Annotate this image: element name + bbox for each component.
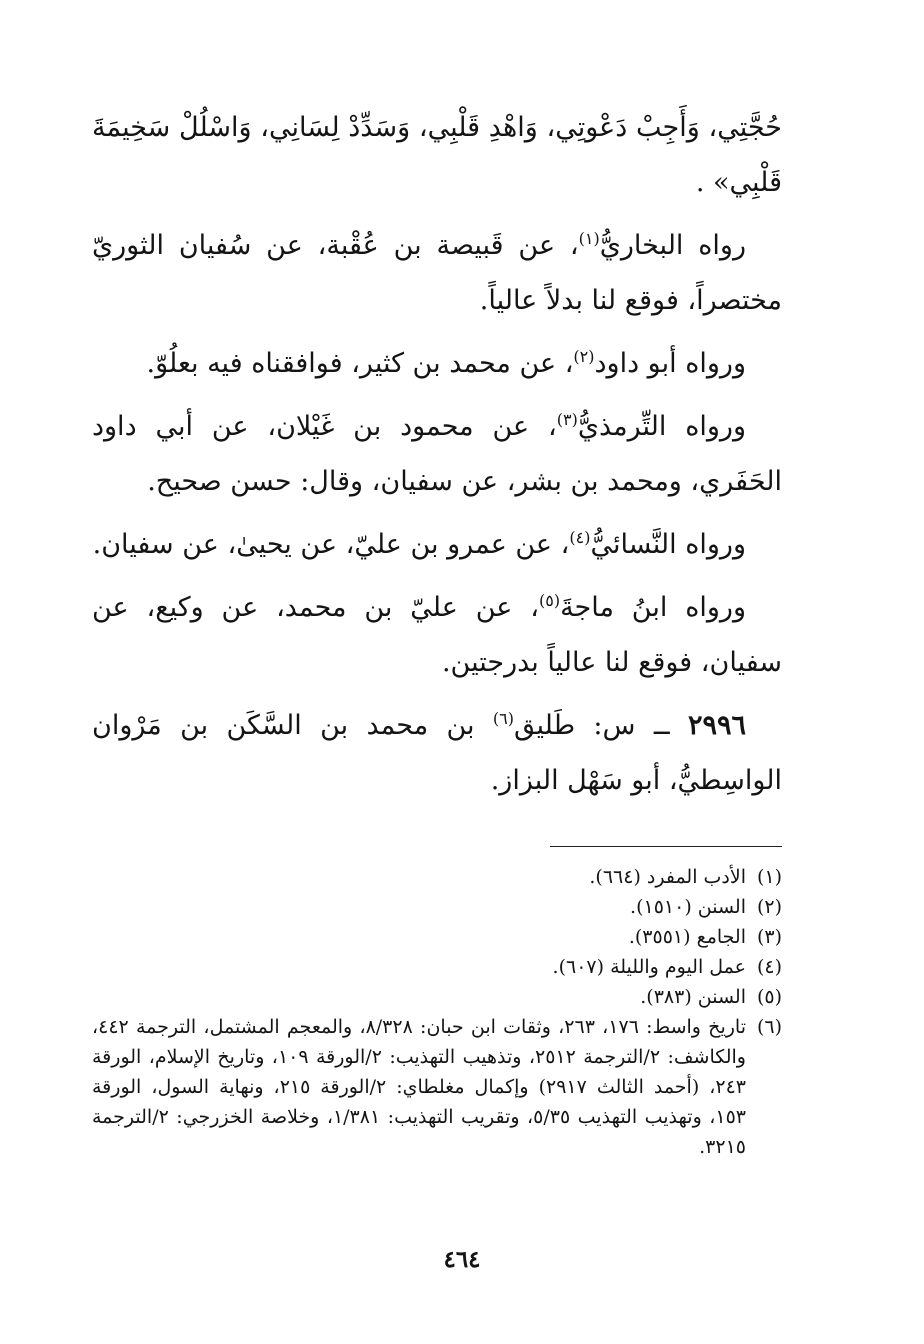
narration-lead: رواه البخاريُّ [599,230,746,261]
footnote-ref-2[interactable]: (٢) [573,347,595,366]
footnote-separator [550,846,782,847]
footnote-ref-6[interactable]: (٦) [492,709,514,728]
paragraph-hadith-end [92,100,782,210]
narration-text: ، عن عليّ بن محمد، عن وكيع، عن سفيان، فوقع لنا عالياً بدرجتين. [92,592,782,678]
footnote-text: تاريخ واسط: ١٧٦، ٢٦٣، وثقات ابن حبان: ٨/٣٢٨، والمعجم المشتمل، الترجمة ٤٤٢، والكاشف: ٢/الترجمة ٢٥١٢، وتذهيب التهذيب: ٢/الورقة ١٠٩، وتاريخ الإسلام، الورقة ٢٤٣، (أحمد الثالث ٢٩١٧) وإكمال مغلطاي: ٢/الورقة ٢١٥، ونهاية السول، الورقة ١٥٣، وتهذيب التهذيب ٥/٣٥، وتقريب التهذيب: ١/٣٨١، وخلاصة الخزرجي: ٢/الترجمة ٣٢١٥. [92,1016,746,1158]
paragraph-abu-dawud [92,336,782,391]
footnote-number: (٥) [756,986,782,1008]
footnote-number: (١) [756,866,782,888]
footnote-text: الأدب المفرد (٦٦٤). [589,866,746,888]
footnotes-section [92,862,782,1162]
entry-text: بن محمد بن السَّكَن بن مَرْوان الواسِطيُّ، أبو سَهْل البزاز. [92,710,782,796]
main-text [92,100,782,816]
footnote-5 [92,982,782,1012]
footnote-ref-5[interactable]: (٥) [538,591,561,610]
footnote-ref-1[interactable]: (١) [578,229,600,248]
paragraph-nasai [92,517,782,572]
narration-text: ، عن محمود بن غَيْلان، عن أبي داود الحَفَري، ومحمد بن بشر، عن سفيان، وقال: حسن صحيح. [92,411,782,497]
footnote-text: السنن (١٥١٠). [630,896,746,918]
paragraph-entry-2996 [92,698,782,808]
narration-text: ، عن عمرو بن عليّ، عن يحيىٰ، عن سفيان. [92,529,570,560]
footnote-text: السنن (٣٨٣). [640,986,746,1008]
footnote-3 [92,922,782,952]
page-number: ٤٦٤ [443,1246,481,1273]
footnote-ref-4[interactable]: (٤) [569,528,591,547]
paragraph-bukhari [92,218,782,328]
narration-text: ، عن قَبيصة بن عُقْبة، عن سُفيان الثوريّ مختصراً، فوقع لنا بدلاً عالياً. [92,230,782,316]
paragraph-ibn-majah [92,580,782,690]
footnote-6 [92,1012,782,1162]
footnote-1 [92,862,782,892]
footnote-4 [92,952,782,982]
entry-number: ٢٩٩٦ [687,710,746,741]
footnote-number: (٦) [756,1016,782,1038]
footnote-2 [92,892,782,922]
narration-lead: ورواه أبو داود [594,348,746,379]
footnote-ref-3[interactable]: (٣) [556,410,578,429]
narration-lead: ورواه النَّسائيُّ [590,529,746,560]
narration-text: ، عن محمد بن كثير، فوافقناه فيه بعلُوّ. [146,348,574,379]
entry-lead: ــ س: طَليق [514,710,688,741]
paragraph-tirmidhi [92,399,782,509]
footnote-number: (٢) [756,896,782,918]
footnote-text: عمل اليوم والليلة (٦٠٧). [552,956,746,978]
hadith-text: حُجَّتِي، وَأَجِبْ دَعْوتِي، وَاهْدِ قَلْبِي، وَسَدِّدْ لِسَانِي، وَاسْلُلْ سَخِيمَةَ قَلْبِي» . [92,112,782,198]
footnote-number: (٤) [756,956,782,978]
footnote-text: الجامع (٣٥٥١). [628,926,746,948]
narration-lead: ورواه ابنُ ماجةَ [560,592,746,623]
footnote-number: (٣) [756,926,782,948]
narration-lead: ورواه التِّرمذيُّ [577,411,747,442]
